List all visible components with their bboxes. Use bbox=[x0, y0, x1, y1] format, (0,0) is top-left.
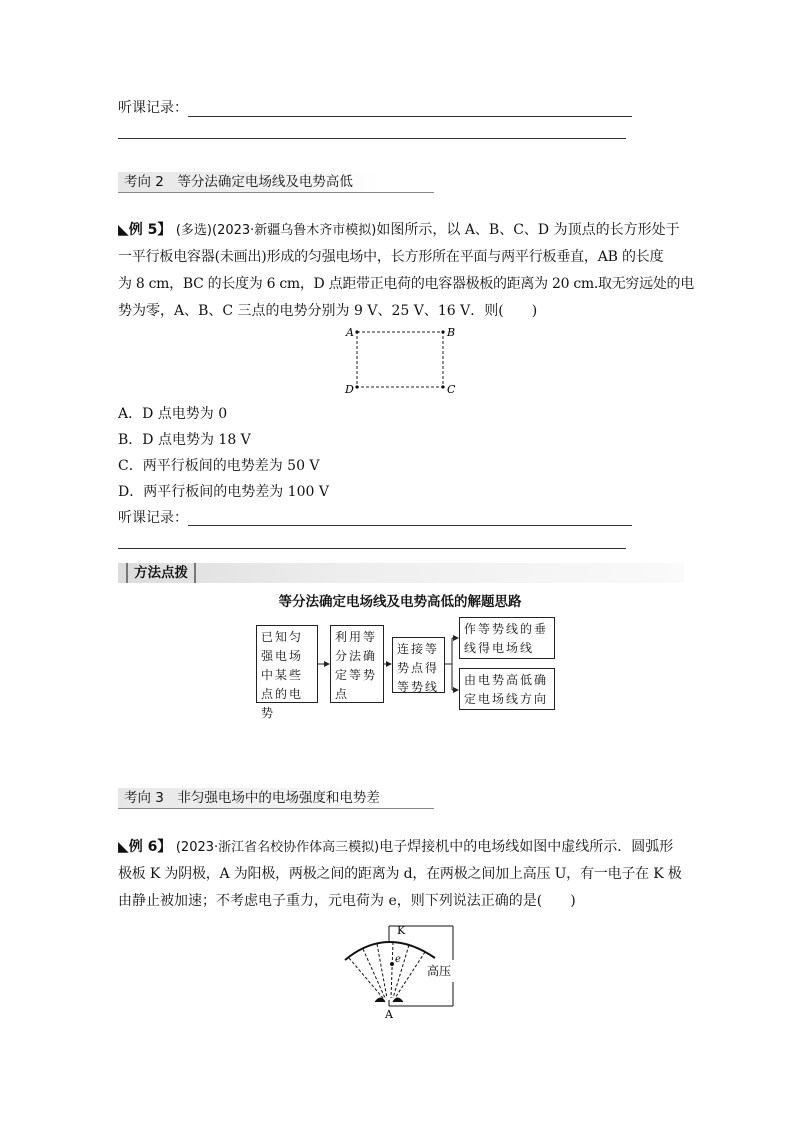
section-heading-3 bbox=[118, 788, 434, 809]
method-tips-title: 方法点拨 bbox=[126, 563, 196, 583]
example-6-line3: 由静止被加速；不考虑电子重力，元电荷为 e，则下列说法正确的是( ) bbox=[118, 893, 576, 909]
flow-box-perpendicular: 作等势线的垂线得电场线 bbox=[459, 617, 555, 659]
option-d: D．两平行板间的电势差为 100 V bbox=[118, 484, 329, 500]
note-line-2b bbox=[118, 548, 626, 549]
note-line-2a bbox=[188, 525, 632, 526]
flow-box-equal-division: 利用等分法确定等势点 bbox=[330, 625, 384, 703]
note-line-1a bbox=[188, 116, 632, 117]
example-5-line4: 势为零，A、B、C 三点的电势分别为 9 V、25 V、16 V．则( ) bbox=[118, 303, 538, 319]
point-d-dot bbox=[355, 385, 358, 388]
option-a: A．D 点电势为 0 bbox=[118, 406, 228, 422]
note-label-2: 听课记录： bbox=[118, 510, 188, 526]
point-d-label: D bbox=[345, 383, 354, 396]
example-6-tag: ◣例 6】 bbox=[118, 839, 172, 855]
method-tips-bar bbox=[118, 563, 684, 583]
anode-right bbox=[393, 998, 403, 1002]
point-a-label: A bbox=[346, 326, 354, 339]
example-5-text bbox=[118, 217, 694, 325]
method-subtitle: 等分法确定电场线及电势高低的解题思路 bbox=[278, 594, 522, 610]
example-6-line2: 极板 K 为阴极，A 为阳极，两极之间的距离为 d，在两极之间加上高压 U，有一电子在 K 极 bbox=[118, 866, 682, 882]
point-b-label: B bbox=[447, 326, 456, 339]
flow-box-known-potentials: 已知匀强电场中某些点的电势 bbox=[256, 625, 318, 703]
example-5-line3: 为 8 cm，BC 的长度为 6 cm，D 点距带正电荷的电容器极板的距离为 20 cm.取无穷远处的电 bbox=[118, 276, 694, 292]
anode-left bbox=[375, 998, 385, 1002]
example-5-line1: 如图所示，以 A、B、C、D 为顶点的长方形处于 bbox=[376, 222, 680, 238]
point-c-label: C bbox=[447, 383, 456, 396]
note-line-1b bbox=[118, 138, 626, 139]
example-5-line2: 一平行板电容器(未画出)形成的匀强电场中，长方形所在平面与两平行板垂直，AB 的长度 bbox=[118, 249, 664, 265]
example-6-line1: 电子焊接机中的电场线如图中虚线所示．圆弧形 bbox=[379, 839, 674, 855]
note-label-1: 听课记录： bbox=[118, 100, 188, 116]
option-c: C．两平行板间的电势差为 50 V bbox=[118, 458, 320, 474]
label-a: A bbox=[385, 1008, 393, 1021]
point-c-dot bbox=[441, 385, 444, 388]
section-heading-3-text: 考向 3 非匀强电场中的电场强度和电势差 bbox=[124, 790, 380, 806]
section-heading-2 bbox=[118, 172, 434, 193]
section-heading-2-text: 考向 2 等分法确定电场线及电势高低 bbox=[124, 174, 353, 190]
example-6-text bbox=[118, 834, 684, 915]
label-e: e bbox=[395, 954, 401, 965]
label-high-voltage: 高压 bbox=[427, 964, 452, 978]
welding-figure bbox=[335, 920, 465, 1025]
label-k: K bbox=[397, 924, 406, 937]
example-6-source: (2023·浙江省名校协作体高三模拟) bbox=[175, 840, 380, 855]
point-a-dot bbox=[355, 330, 358, 333]
flow-box-direction: 由电势高低确定电场线方向 bbox=[459, 668, 555, 710]
rectangle-dashed bbox=[357, 332, 443, 387]
option-b: B．D 点电势为 18 V bbox=[118, 432, 251, 448]
electron-dot bbox=[390, 962, 394, 966]
example-5-source: (多选)(2023·新疆乌鲁木齐市模拟) bbox=[175, 223, 377, 238]
rectangle-figure bbox=[340, 322, 460, 398]
flow-box-connect-points: 连接等势点得等势线 bbox=[392, 637, 445, 693]
flow-arrows bbox=[318, 612, 463, 716]
example-5-tag: ◣例 5】 bbox=[118, 222, 172, 238]
point-b-dot bbox=[441, 330, 444, 333]
